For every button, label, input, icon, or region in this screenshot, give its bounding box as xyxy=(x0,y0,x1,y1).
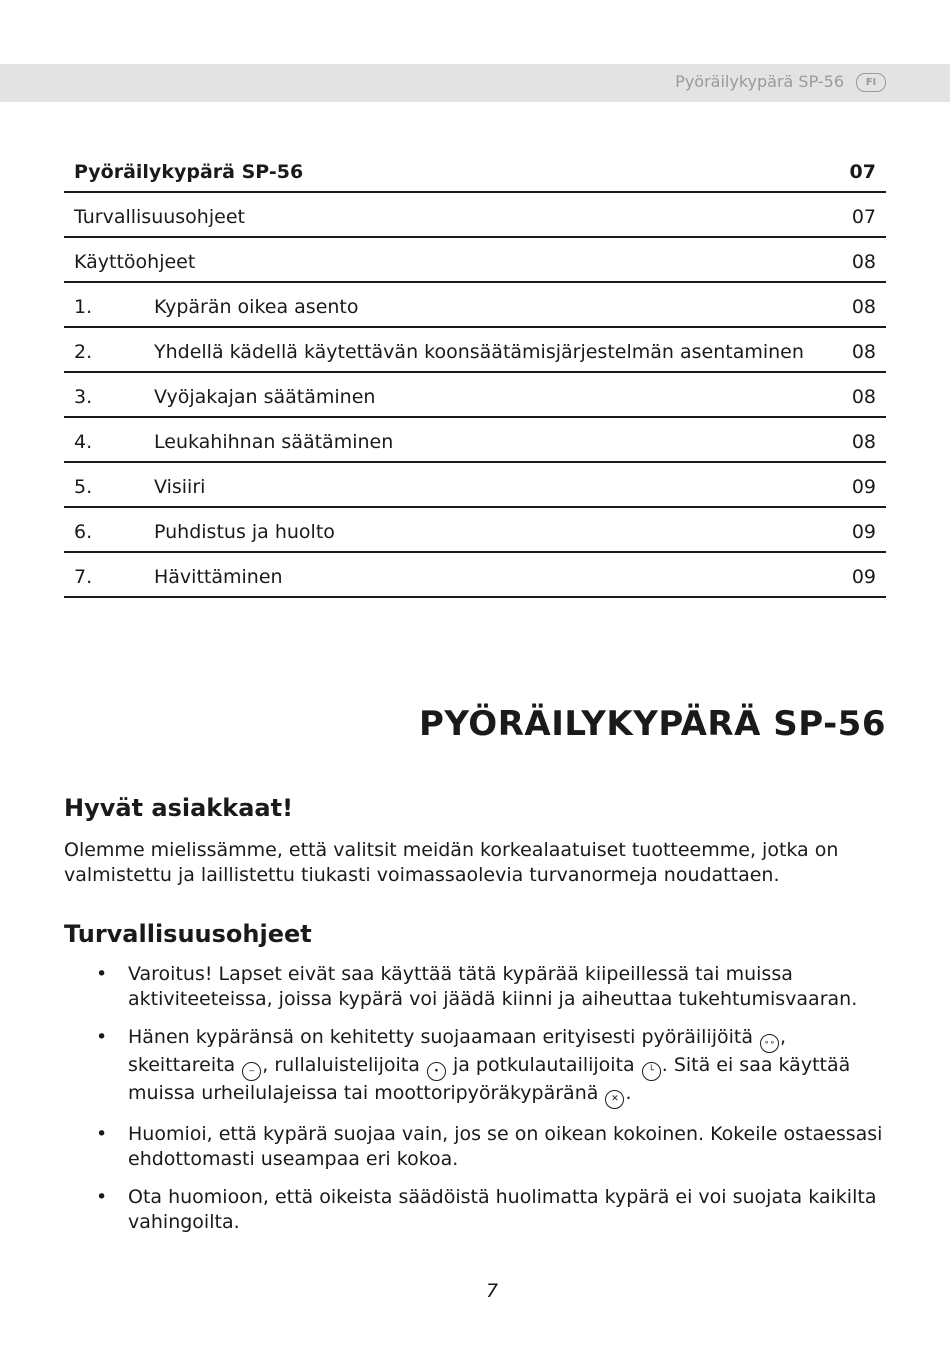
toc-row xyxy=(64,238,886,283)
toc-page: 08 xyxy=(851,251,876,273)
safety-heading: Turvallisuusohjeet xyxy=(64,920,312,948)
toc-item-number: 3. xyxy=(74,386,93,408)
inline-skate-icon: ∙ xyxy=(427,1062,446,1081)
toc-page: 09 xyxy=(851,521,876,543)
toc-page: 09 xyxy=(851,566,876,588)
toc-item-number: 4. xyxy=(74,431,93,453)
toc-safety-label: Turvallisuusohjeet xyxy=(74,206,245,228)
toc-item-text: Vyöjakajan säätäminen xyxy=(154,386,376,408)
bullet-text: Ota huomioon, että oikeista säädöistä huolimatta kypärä ei voi suojata kaikilta vahingoilta. xyxy=(128,1186,877,1233)
table-of-contents xyxy=(64,160,886,598)
greeting-heading: Hyvät asiakkaat! xyxy=(64,794,294,822)
no-motorcycle-icon: ✕ xyxy=(605,1090,624,1109)
toc-row xyxy=(64,283,886,328)
toc-page: 08 xyxy=(851,341,876,363)
toc-title: Pyöräilykypärä SP-56 xyxy=(74,161,304,183)
toc-page: 08 xyxy=(851,296,876,318)
main-title: PYÖRÄILYKYPÄRÄ SP-56 xyxy=(418,704,886,744)
toc-item-number: 6. xyxy=(74,521,93,543)
toc-page: 08 xyxy=(851,386,876,408)
bullet-text: ja potkulautailijoita xyxy=(452,1054,635,1076)
bullet-dot: • xyxy=(96,1123,108,1145)
bullet-dot: • xyxy=(96,1026,108,1048)
bullet-text: . xyxy=(625,1082,632,1104)
bicycle-icon: ∘∘ xyxy=(760,1034,779,1053)
toc-row xyxy=(64,328,886,373)
page-number: 7 xyxy=(485,1280,499,1302)
bullet-text: Hänen kypäränsä on kehitetty suojaamaan erityisesti pyöräilijöitä xyxy=(128,1026,753,1048)
list-item xyxy=(96,1185,886,1235)
toc-item-text: Kypärän oikea asento xyxy=(154,296,359,318)
toc-title-row xyxy=(64,160,886,193)
toc-item-number: 5. xyxy=(74,476,93,498)
toc-row xyxy=(64,553,886,598)
toc-item-text: Visiiri xyxy=(154,476,206,498)
toc-item-number: 2. xyxy=(74,341,93,363)
list-item xyxy=(96,1025,886,1109)
greeting-text: Olemme mielissämme, että valitsit meidän korkealaatuiset tuotteemme, jotka on valmistettu ja laillistettu tiukasti voimassaolevia turvanormeja noudattaen. xyxy=(64,839,839,886)
bullet-text: . Sitä ei saa käyttää muissa urheilulajeissa tai moottoripyöräkypäränä xyxy=(128,1054,851,1104)
toc-item-text: Hävittäminen xyxy=(154,566,283,588)
bullet-dot: • xyxy=(96,963,108,985)
toc-item-number: 7. xyxy=(74,566,93,588)
list-item xyxy=(96,962,886,1012)
bullet-dot: • xyxy=(96,1186,108,1208)
list-item xyxy=(96,1122,886,1172)
toc-row xyxy=(64,508,886,553)
bullet-text: Huomioi, että kypärä suojaa vain, jos se on oikean kokoinen. Kokeile ostaessasi ehdottomasti useampaa eri kokoa. xyxy=(128,1123,883,1170)
toc-title-page: 07 xyxy=(849,161,876,183)
bullet-text: , skeittareita xyxy=(128,1026,787,1076)
bullet-text: , rullaluistelijoita xyxy=(262,1054,420,1076)
toc-row xyxy=(64,463,886,508)
toc-page: 09 xyxy=(851,476,876,498)
scooter-icon: └ xyxy=(642,1062,661,1081)
toc-item-text: Yhdellä kädellä käytettävän koonsäätämisjärjestelmän asentaminen xyxy=(154,341,804,363)
toc-item-text: Leukahihnan säätäminen xyxy=(154,431,394,453)
skateboard-icon: ‒ xyxy=(242,1062,261,1081)
toc-row xyxy=(64,193,886,238)
toc-row xyxy=(64,418,886,463)
language-badge: FI xyxy=(856,73,886,92)
toc-item-text: Puhdistus ja huolto xyxy=(154,521,335,543)
toc-usage-label: Käyttöohjeet xyxy=(74,251,196,273)
bullet-text: Varoitus! Lapset eivät saa käyttää tätä kypärää kiipeillessä tai muissa aktiviteeteissa, joissa kypärä voi jäädä kiinni ja aiheuttaa tukehtumisvaaran. xyxy=(128,963,858,1010)
header-band xyxy=(0,64,950,102)
toc-item-number: 1. xyxy=(74,296,93,318)
safety-list xyxy=(96,962,886,1248)
header-title: Pyöräilykypärä SP-56 xyxy=(675,72,844,91)
toc-row xyxy=(64,373,886,418)
toc-page: 07 xyxy=(851,206,876,228)
toc-page: 08 xyxy=(851,431,876,453)
